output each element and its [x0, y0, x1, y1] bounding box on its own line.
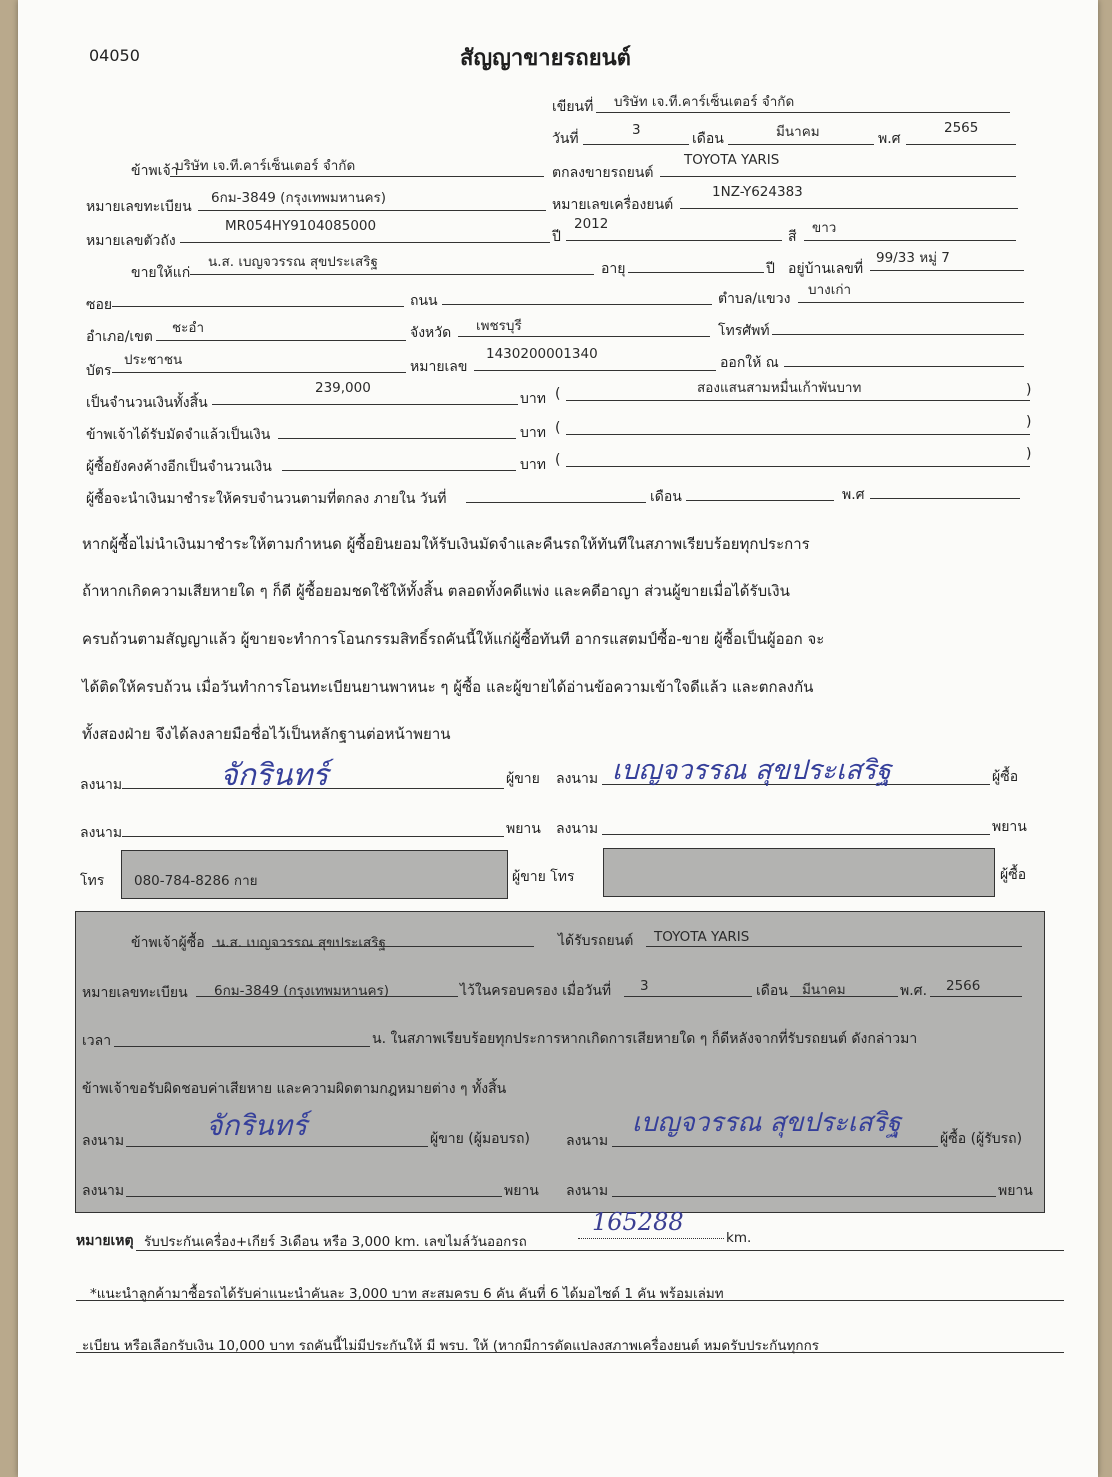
receipt-witness2-role: พยาน	[998, 1183, 1033, 1199]
pay-by-label: ผู้ซื้อจะนำเงินมาชำระให้ครบจำนวนตามที่ตกลง ภายใน วันที่	[86, 491, 447, 507]
phone-label: โทรศัพท์	[718, 323, 770, 339]
receipt-possession-label: ไว้ในครอบครอง เมื่อวันที่	[460, 983, 612, 999]
remaining-label: ผู้ซื้อยังคงค้างอีกเป็นจำนวนเงิน	[86, 459, 272, 475]
receipt-buyer-role: ผู้ซื้อ (ผู้รับรถ)	[940, 1131, 1023, 1147]
sell-to-label: ขายให้แก่	[131, 265, 191, 281]
terms-line-4: ได้ติดให้ครบถ้วน เมื่อวันทำการโอนทะเบียนยานพาหนะ ๆ ผู้ซื้อ และผู้ขายได้อ่านข้อความเข้าใจดีแล้ว และตกลงกัน	[82, 678, 814, 696]
terms-line-3: ครบถ้วนตามสัญญาแล้ว ผู้ขายจะทำการโอนกรรมสิทธิ์รถคันนี้ให้แก่ผู้ซื้อทันที อากรแสตมป์ซื้อ-ขาย ผู้ซื้อเป็นผู้ออก จะ	[82, 630, 825, 648]
note-line-3: ะเบียน หรือเลือกรับเงิน 10,000 บาท รถคันนี้ไม่มีประกันให้ มี พรบ. ให้ (หากมีการดัดแปลงสภาพเครื่องยนต์ หมดรับประกันทุกกร	[82, 1338, 819, 1354]
date-label: วันที่	[552, 131, 579, 147]
age-unit: ปี	[766, 261, 775, 277]
deposit-baht-label: บาท	[520, 425, 546, 441]
note-line-1: รับประกันเครื่อง+เกียร์ 3เดือน หรือ 3,000 km. เลขไมล์วันออกรถ	[144, 1234, 527, 1250]
card-no-value: 1430200001340	[486, 346, 598, 362]
km-label: km.	[726, 1230, 752, 1246]
age-label: อายุ	[601, 261, 626, 277]
written-at-value: บริษัท เจ.ที.คาร์เซ็นเตอร์ จำกัด	[614, 94, 795, 110]
receipt-month-label: เดือน	[756, 983, 788, 999]
receipt-seller-sign-label: ลงนาม	[82, 1133, 125, 1149]
receipt-responsibility: ข้าพเจ้าขอรับผิดชอบค่าเสียหาย และความผิดตามกฎหมายต่าง ๆ ทั้งสิ้น	[82, 1081, 507, 1097]
total-words: สองแสนสามหมื่นเก้าพันบาท	[697, 380, 862, 396]
witness1-role: พยาน	[506, 821, 541, 837]
reg-value: 6กม-3849 (กรุงเทพมหานคร)	[211, 190, 387, 206]
document-number: 04050	[89, 46, 140, 65]
receipt-condition: น. ในสภาพเรียบร้อยทุกประการหากเกิดการเสียหายใด ๆ ก็ดีหลังจากที่รับรถยนต์ ดังกล่าวมา	[372, 1031, 918, 1047]
receipt-witness2-sign-label: ลงนาม	[566, 1183, 609, 1199]
tel-label: โทร	[80, 873, 105, 889]
witness1-sign-label: ลงนาม	[80, 825, 123, 841]
receipt-witness1-role: พยาน	[504, 1183, 539, 1199]
district-value: ชะอำ	[172, 320, 205, 336]
date-day: 3	[632, 122, 641, 138]
receipt-time-label: เวลา	[82, 1033, 112, 1049]
subdistrict-value: บางเก่า	[808, 282, 852, 298]
vehicle-receipt-section	[75, 911, 1045, 1213]
receipt-buyer-label: ข้าพเจ้าผู้ซื้อ	[131, 935, 205, 951]
receipt-buyer: น.ส. เบญจวรรณ สุขประเสริฐ	[216, 935, 386, 951]
date-year: 2565	[944, 120, 979, 136]
terms-line-5: ทั้งสองฝ่าย จึงได้ลงลายมือชื่อไว้เป็นหลักฐานต่อหน้าพยาน	[82, 725, 451, 743]
terms-line-1: หากผู้ซื้อไม่นำเงินมาชำระให้ตามกำหนด ผู้ซื้อยินยอมให้รับเงินมัดจำและคืนรถให้ทันทีในสภาพเรียบร้อยทุกประการ	[82, 535, 810, 553]
receipt-year-label: พ.ศ.	[900, 983, 928, 999]
date-month: มีนาคม	[776, 124, 820, 140]
terms-line-2: ถ้าหากเกิดความเสียหายใด ๆ ก็ดี ผู้ซื้อยอมชดใช้ให้ทั้งสิ้น ตลอดทั้งคดีแพ่ง และคดีอาญา ส่วนผู้ขายเมื่อได้รับเงิน	[82, 582, 790, 600]
seller-phone: 080-784-8286 กาย	[134, 873, 258, 889]
chassis-value: MR054HY9104085000	[225, 218, 377, 234]
seller-sign-label: ลงนาม	[80, 777, 123, 793]
reg-label: หมายเลขทะเบียน	[86, 199, 192, 215]
road-label: ถนน	[410, 293, 438, 309]
seller-tel-label: ผู้ขาย โทร	[512, 869, 575, 885]
car-model: TOYOTA YARIS	[684, 152, 780, 168]
province-value: เพชรบุรี	[476, 318, 522, 334]
mileage-handwritten: 165288	[592, 1208, 684, 1236]
buyer-role: ผู้ซื้อ	[992, 769, 1019, 785]
written-at-label: เขียนที่	[552, 99, 594, 115]
subdistrict-label: ตำบล/แขวง	[718, 291, 791, 307]
agree-label: ตกลงขายรถยนต์	[552, 165, 654, 181]
house-no-label: อยู่บ้านเลขที่	[788, 261, 864, 277]
seller-role: ผู้ขาย	[506, 771, 540, 787]
total-value: 239,000	[315, 380, 371, 396]
witness2-sign-label: ลงนาม	[556, 821, 599, 837]
engine-value: 1NZ-Y624383	[712, 184, 803, 200]
card-type-value: ประชาชน	[124, 352, 183, 368]
province-label: จังหวัด	[410, 325, 452, 341]
receipt-received-label: ได้รับรถยนต์	[558, 933, 634, 949]
receipt-seller-role: ผู้ขาย (ผู้มอบรถ)	[430, 1131, 530, 1147]
color-value: ขาว	[812, 220, 837, 236]
district-label: อำเภอ/เขต	[86, 329, 153, 345]
model-year-label: ปี	[552, 229, 561, 245]
receipt-witness1-sign-label: ลงนาม	[82, 1183, 125, 1199]
receipt-buyer-sign-label: ลงนาม	[566, 1133, 609, 1149]
card-no-label: หมายเลข	[410, 359, 468, 375]
engine-label: หมายเลขเครื่องยนต์	[552, 197, 674, 213]
house-no-value: 99/33 หมู่ 7	[876, 250, 950, 266]
issued-label: ออกให้ ณ	[720, 355, 779, 371]
pay-by-year-label: พ.ศ	[842, 487, 865, 503]
seller-label: ข้าพเจ้า	[131, 163, 179, 179]
chassis-label: หมายเลขตัวถัง	[86, 233, 176, 249]
total-baht-label: บาท	[520, 391, 546, 407]
card-label: บัตร	[86, 363, 112, 379]
note-line-2: *แนะนำลูกค้ามาซื้อรถได้รับค่าแนะนำคันละ 3,000 บาท สะสมครบ 6 คัน คันที่ 6 ได้มอไซด์ 1 คัน พร้อมเล่มท	[90, 1286, 724, 1302]
seller-value: บริษัท เจ.ที.คาร์เซ็นเตอร์ จำกัด	[175, 158, 356, 174]
color-label: สี	[788, 229, 797, 245]
witness2-role: พยาน	[992, 819, 1027, 835]
soi-label: ซอย	[86, 297, 113, 313]
receipt-day: 3	[640, 978, 649, 994]
receipt-seller-signature: จักรินทร์	[206, 1109, 308, 1142]
seller-signature: จักรินทร์	[220, 758, 329, 793]
year-label: พ.ศ	[878, 131, 901, 147]
buyer-signature: เบญจวรรณ สุขประเสริฐ	[612, 755, 892, 786]
receipt-car: TOYOTA YARIS	[654, 929, 750, 945]
deposit-label: ข้าพเจ้าได้รับมัดจำแล้วเป็นเงิน	[86, 427, 271, 443]
buyer-phone-box	[603, 848, 995, 897]
remaining-baht-label: บาท	[520, 457, 546, 473]
buyer-name: น.ส. เบญจวรรณ สุขประเสริฐ	[208, 254, 378, 270]
receipt-month: มีนาคม	[802, 982, 846, 998]
document-title: สัญญาขายรถยนต์	[460, 46, 631, 71]
month-label: เดือน	[692, 131, 724, 147]
total-label: เป็นจำนวนเงินทั้งสิ้น	[86, 395, 208, 411]
model-year-value: 2012	[574, 216, 609, 232]
receipt-reg: 6กม-3849 (กรุงเทพมหานคร)	[214, 983, 390, 999]
receipt-buyer-signature: เบญจวรรณ สุขประเสริฐ	[632, 1108, 901, 1138]
receipt-reg-label: หมายเลขทะเบียน	[82, 985, 188, 1001]
buyer-sign-label: ลงนาม	[556, 771, 599, 787]
buyer-tel-role: ผู้ซื้อ	[1000, 867, 1027, 883]
pay-by-month-label: เดือน	[650, 489, 682, 505]
receipt-year: 2566	[946, 978, 981, 994]
note-label: หมายเหตุ	[76, 1233, 134, 1249]
